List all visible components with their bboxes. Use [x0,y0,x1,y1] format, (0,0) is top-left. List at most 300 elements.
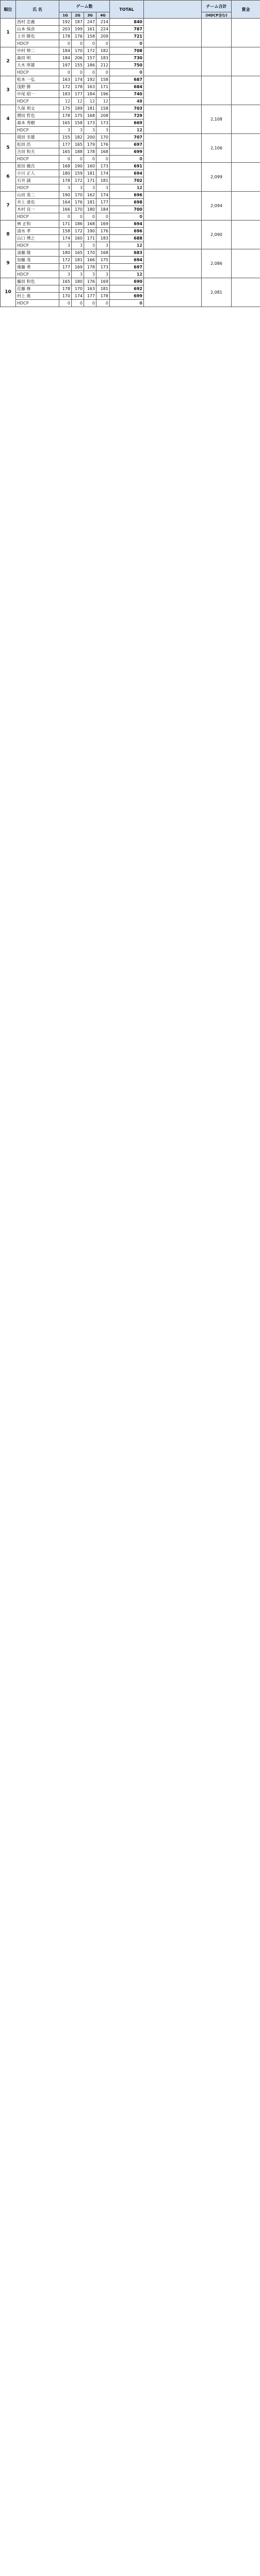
spacer-cell [144,134,202,163]
table-row [1,221,260,228]
player-total: 721 [110,33,144,40]
game-score-4: 0 [96,156,110,163]
game-score-1: 163 [59,76,72,83]
game-score-3: 168 [84,112,96,120]
player-name: 清水 孝 [16,228,59,235]
team-prize [232,192,260,221]
player-name: 松田 浩 [16,141,59,148]
header-g3: 3G [84,12,96,19]
game-score-2: 170 [72,192,84,199]
game-score-3: 173 [84,120,96,127]
player-total: 12 [110,242,144,249]
player-total: 691 [110,163,144,170]
game-score-3: 160 [84,163,96,170]
table-row [1,249,260,257]
game-score-1: 183 [59,91,72,98]
game-score-1: 171 [59,221,72,228]
game-score-1: 203 [59,26,72,33]
table-body [1,19,260,307]
game-score-2: 159 [72,170,84,177]
game-score-3: 168 [84,221,96,228]
table-row [1,278,260,285]
game-score-2: 0 [72,69,84,76]
game-score-2: 169 [72,264,84,271]
game-score-3: 3 [84,184,96,192]
game-score-1: 174 [59,235,72,242]
spacer-cell [144,249,202,278]
team-total [202,47,232,76]
table-header [1,1,260,19]
team-rank: 6 [1,163,16,192]
team-total: 2,106 [202,134,232,163]
game-score-4: 178 [96,293,110,300]
game-score-2: 174 [72,293,84,300]
game-score-2: 176 [72,199,84,206]
game-score-2: 160 [72,235,84,242]
player-name: 小川 正人 [16,170,59,177]
game-score-4: 169 [96,221,110,228]
player-name: 土井 勝也 [16,33,59,40]
player-name: 吉田 和夫 [16,148,59,156]
game-score-2: 155 [72,62,84,69]
player-total: 12 [110,271,144,278]
game-score-4: 158 [96,105,110,112]
player-total: 740 [110,91,144,98]
game-score-1: 3 [59,127,72,134]
player-name: 中尾 昭一 [16,91,59,98]
game-score-1: 168 [59,163,72,170]
player-name: HDCP [16,69,59,76]
player-total: 750 [110,62,144,69]
player-total: 840 [110,19,144,26]
player-name: HDCP [16,213,59,221]
spacer-cell [144,105,202,134]
game-score-1: 172 [59,83,72,91]
game-score-1: 180 [59,170,72,177]
team-total: 2,108 [202,105,232,134]
game-score-4: 169 [96,278,110,285]
player-total: 703 [110,105,144,112]
team-prize [232,76,260,105]
team-rank: 9 [1,249,16,278]
game-score-4: 0 [96,300,110,307]
team-rank: 3 [1,76,16,105]
game-score-4: 177 [96,199,110,206]
game-score-3: 0 [84,40,96,47]
game-score-3: 178 [84,148,96,156]
game-score-3: 200 [84,134,96,141]
game-score-3: 172 [84,47,96,55]
player-total: 698 [110,199,144,206]
team-rank: 1 [1,19,16,47]
player-total: 690 [110,278,144,285]
game-score-3: 0 [84,69,96,76]
player-name: 村上 進 [16,293,59,300]
game-score-2: 182 [72,134,84,141]
team-rank: 10 [1,278,16,307]
team-prize [232,163,260,192]
game-score-4: 3 [96,184,110,192]
game-score-3: 192 [84,76,96,83]
game-score-4: 3 [96,271,110,278]
game-score-1: 178 [59,33,72,40]
game-score-1: 165 [59,278,72,285]
game-score-1: 178 [59,112,72,120]
game-score-2: 180 [72,278,84,285]
player-total: 700 [110,206,144,213]
game-score-2: 178 [72,83,84,91]
player-total: 684 [110,83,144,91]
spacer-cell [144,19,202,47]
game-score-1: 177 [59,141,72,148]
player-total: 694 [110,221,144,228]
game-score-4: 0 [96,69,110,76]
game-score-3: 180 [84,206,96,213]
game-score-2: 199 [72,26,84,33]
player-name: 山田 英二 [16,192,59,199]
header-games: ゲーム数 [59,1,110,12]
header-rank: 順位 [1,1,16,19]
game-score-2: 170 [72,206,84,213]
game-score-2: 188 [72,148,84,156]
player-name: 浅野 勝 [16,83,59,91]
team-total: 2,094 [202,192,232,221]
game-score-1: 184 [59,55,72,62]
game-score-2: 3 [72,271,84,278]
game-score-2: 3 [72,184,84,192]
game-score-2: 0 [72,300,84,307]
game-score-2: 3 [72,127,84,134]
team-total: 2,086 [202,249,232,278]
game-score-3: 171 [84,235,96,242]
game-score-4: 183 [96,55,110,62]
player-name: HDCP [16,156,59,163]
game-score-4: 209 [96,33,110,40]
team-prize [232,278,260,307]
team-prize [232,19,260,47]
game-score-3: 184 [84,91,96,98]
game-score-2: 170 [72,47,84,55]
game-score-4: 184 [96,206,110,213]
spacer-cell [144,221,202,249]
table-row [1,76,260,83]
game-score-4: 174 [96,192,110,199]
game-score-4: 182 [96,47,110,55]
player-name: HDCP [16,184,59,192]
team-rank: 4 [1,105,16,134]
player-total: 669 [110,120,144,127]
game-score-1: 184 [59,47,72,55]
game-score-1: 180 [59,249,72,257]
player-name: 松本 一弘 [16,76,59,83]
player-total: 692 [110,285,144,293]
score-table [0,0,260,307]
player-name: 近藤 修 [16,285,59,293]
game-score-1: 177 [59,264,72,271]
game-score-4: 175 [96,257,110,264]
game-score-4: 176 [96,228,110,235]
game-score-4: 183 [96,235,110,242]
team-rank: 7 [1,192,16,221]
game-score-2: 190 [72,163,84,170]
team-prize [232,221,260,249]
player-name: 大木 厚雄 [16,62,59,69]
game-score-1: 197 [59,62,72,69]
game-score-2: 176 [72,33,84,40]
game-score-3: 247 [84,19,96,26]
player-total: 699 [110,293,144,300]
team-total: 2,081 [202,278,232,307]
game-score-3: 12 [84,98,96,105]
player-total: 12 [110,127,144,134]
player-name: 斎藤 隆 [16,249,59,257]
game-score-4: 0 [96,40,110,47]
team-total [202,76,232,105]
game-score-4: 174 [96,170,110,177]
game-score-3: 190 [84,228,96,235]
game-score-1: 190 [59,192,72,199]
player-total: 729 [110,112,144,120]
game-score-3: 163 [84,83,96,91]
game-score-1: 158 [59,228,72,235]
player-total: 683 [110,249,144,257]
player-name: 林 正和 [16,221,59,228]
player-total: 697 [110,141,144,148]
game-score-4: 158 [96,76,110,83]
game-score-1: 178 [59,177,72,184]
game-score-3: 162 [84,192,96,199]
game-score-4: 212 [96,62,110,69]
player-name: HDCP [16,40,59,47]
game-score-1: 164 [59,199,72,206]
game-score-2: 0 [72,156,84,163]
game-score-2: 0 [72,40,84,47]
game-score-2: 170 [72,285,84,293]
table-row [1,163,260,170]
spacer-cell [144,163,202,192]
game-score-4: 208 [96,112,110,120]
player-name: HDCP [16,242,59,249]
game-score-2: 174 [72,76,84,83]
game-score-4: 171 [96,83,110,91]
player-name: HDCP [16,271,59,278]
player-name: 石井 誠 [16,177,59,184]
team-total: 2,099 [202,163,232,192]
game-score-2: 165 [72,141,84,148]
game-score-1: 192 [59,19,72,26]
team-prize [232,134,260,163]
game-score-3: 186 [84,62,96,69]
game-score-4: 181 [96,285,110,293]
game-score-2: 172 [72,177,84,184]
game-score-1: 0 [59,40,72,47]
player-name: 中村 伸二 [16,47,59,55]
spacer-cell [144,192,202,221]
player-total: 0 [110,40,144,47]
game-score-3: 0 [84,156,96,163]
player-name: 木村 良一 [16,206,59,213]
game-score-4: 196 [96,91,110,98]
game-score-1: 0 [59,300,72,307]
game-score-3: 176 [84,278,96,285]
player-total: 696 [110,192,144,199]
player-name: 山口 博之 [16,235,59,242]
team-total [202,19,232,47]
header-prize: 賞金 [232,1,260,19]
player-name: 加藤 茂 [16,257,59,264]
game-score-2: 158 [72,120,84,127]
player-total: 12 [110,184,144,192]
player-total: 702 [110,177,144,184]
game-score-4: 0 [96,213,110,221]
header-team-total: チーム合計 [202,1,232,12]
team-rank: 2 [1,47,16,76]
game-score-3: 178 [84,264,96,271]
player-total: 48 [110,98,144,105]
game-score-4: 12 [96,98,110,105]
game-score-2: 12 [72,98,84,105]
table-row [1,105,260,112]
header-name: 氏 名 [16,1,59,19]
player-total: 787 [110,26,144,33]
table-row [1,19,260,26]
player-total: 0 [110,300,144,307]
player-total: 696 [110,228,144,235]
game-score-4: 214 [96,19,110,26]
game-score-2: 187 [72,19,84,26]
game-score-1: 0 [59,156,72,163]
game-score-1: 3 [59,242,72,249]
team-prize [232,105,260,134]
game-score-3: 3 [84,271,96,278]
game-score-2: 189 [72,105,84,112]
header-g4: 4G [96,12,110,19]
game-score-3: 163 [84,285,96,293]
game-score-4: 168 [96,148,110,156]
game-score-1: 12 [59,98,72,105]
player-total: 699 [110,148,144,156]
game-score-1: 166 [59,206,72,213]
game-score-3: 170 [84,249,96,257]
team-prize [232,249,260,278]
game-score-3: 0 [84,300,96,307]
game-score-3: 0 [84,213,96,221]
game-score-2: 0 [72,213,84,221]
table-row [1,192,260,199]
player-total: 697 [110,264,144,271]
game-score-4: 3 [96,127,110,134]
player-name: 後藤 勇 [16,264,59,271]
game-score-3: 181 [84,105,96,112]
game-score-2: 177 [72,91,84,98]
game-score-1: 0 [59,213,72,221]
game-score-2: 165 [72,249,84,257]
player-name: HDCP [16,300,59,307]
game-score-3: 181 [84,170,96,177]
game-score-4: 170 [96,134,110,141]
game-score-3: 181 [84,199,96,206]
player-total: 707 [110,134,144,141]
game-score-4: 173 [96,120,110,127]
game-score-3: 161 [84,26,96,33]
game-score-4: 224 [96,26,110,33]
player-name: HDCP [16,127,59,134]
player-name: 西村 忠義 [16,19,59,26]
spacer-cell [144,47,202,76]
player-total: 687 [110,76,144,83]
game-score-1: 155 [59,134,72,141]
game-score-4: 173 [96,264,110,271]
game-score-3: 177 [84,293,96,300]
player-name: 藤田 和也 [16,278,59,285]
game-score-1: 172 [59,257,72,264]
game-score-4: 3 [96,242,110,249]
player-name: HDCP [16,98,59,105]
team-prize [232,47,260,76]
player-name: 久保 利文 [16,105,59,112]
game-score-2: 175 [72,112,84,120]
game-score-4: 173 [96,163,110,170]
player-total: 0 [110,213,144,221]
header-score: TOTAL [110,1,144,19]
player-name: 原田 健次 [16,163,59,170]
game-score-4: 176 [96,141,110,148]
spacer-cell [144,278,202,307]
game-score-1: 0 [59,69,72,76]
game-score-1: 165 [59,148,72,156]
header-team-total-sub: (HDCP含む) [202,12,232,19]
game-score-3: 171 [84,177,96,184]
player-name: 井上 達也 [16,199,59,206]
game-score-1: 3 [59,271,72,278]
game-score-1: 165 [59,120,72,127]
spacer-cell [144,76,202,105]
game-score-3: 3 [84,127,96,134]
player-total: 694 [110,257,144,264]
player-total: 708 [110,47,144,55]
game-score-1: 170 [59,293,72,300]
team-rank: 8 [1,221,16,249]
player-name: 山本 保彦 [16,26,59,33]
header-spacer [144,1,202,19]
player-name: 森本 秀樹 [16,120,59,127]
player-name: 岡田 幸雄 [16,134,59,141]
table-row [1,47,260,55]
game-score-3: 166 [84,257,96,264]
game-score-2: 3 [72,242,84,249]
player-total: 0 [110,69,144,76]
team-rank: 5 [1,134,16,163]
table-row [1,134,260,141]
game-score-3: 179 [84,141,96,148]
header-g1: 1G [59,12,72,19]
player-total: 730 [110,55,144,62]
game-score-2: 206 [72,55,84,62]
game-score-3: 3 [84,242,96,249]
player-total: 694 [110,170,144,177]
team-total: 2,090 [202,221,232,249]
game-score-2: 186 [72,221,84,228]
game-score-4: 181 [96,177,110,184]
game-score-1: 3 [59,184,72,192]
player-total: 0 [110,156,144,163]
game-score-2: 181 [72,257,84,264]
game-score-4: 168 [96,249,110,257]
player-total: 688 [110,235,144,242]
game-score-2: 172 [72,228,84,235]
player-name: 森田 明 [16,55,59,62]
game-score-1: 175 [59,105,72,112]
